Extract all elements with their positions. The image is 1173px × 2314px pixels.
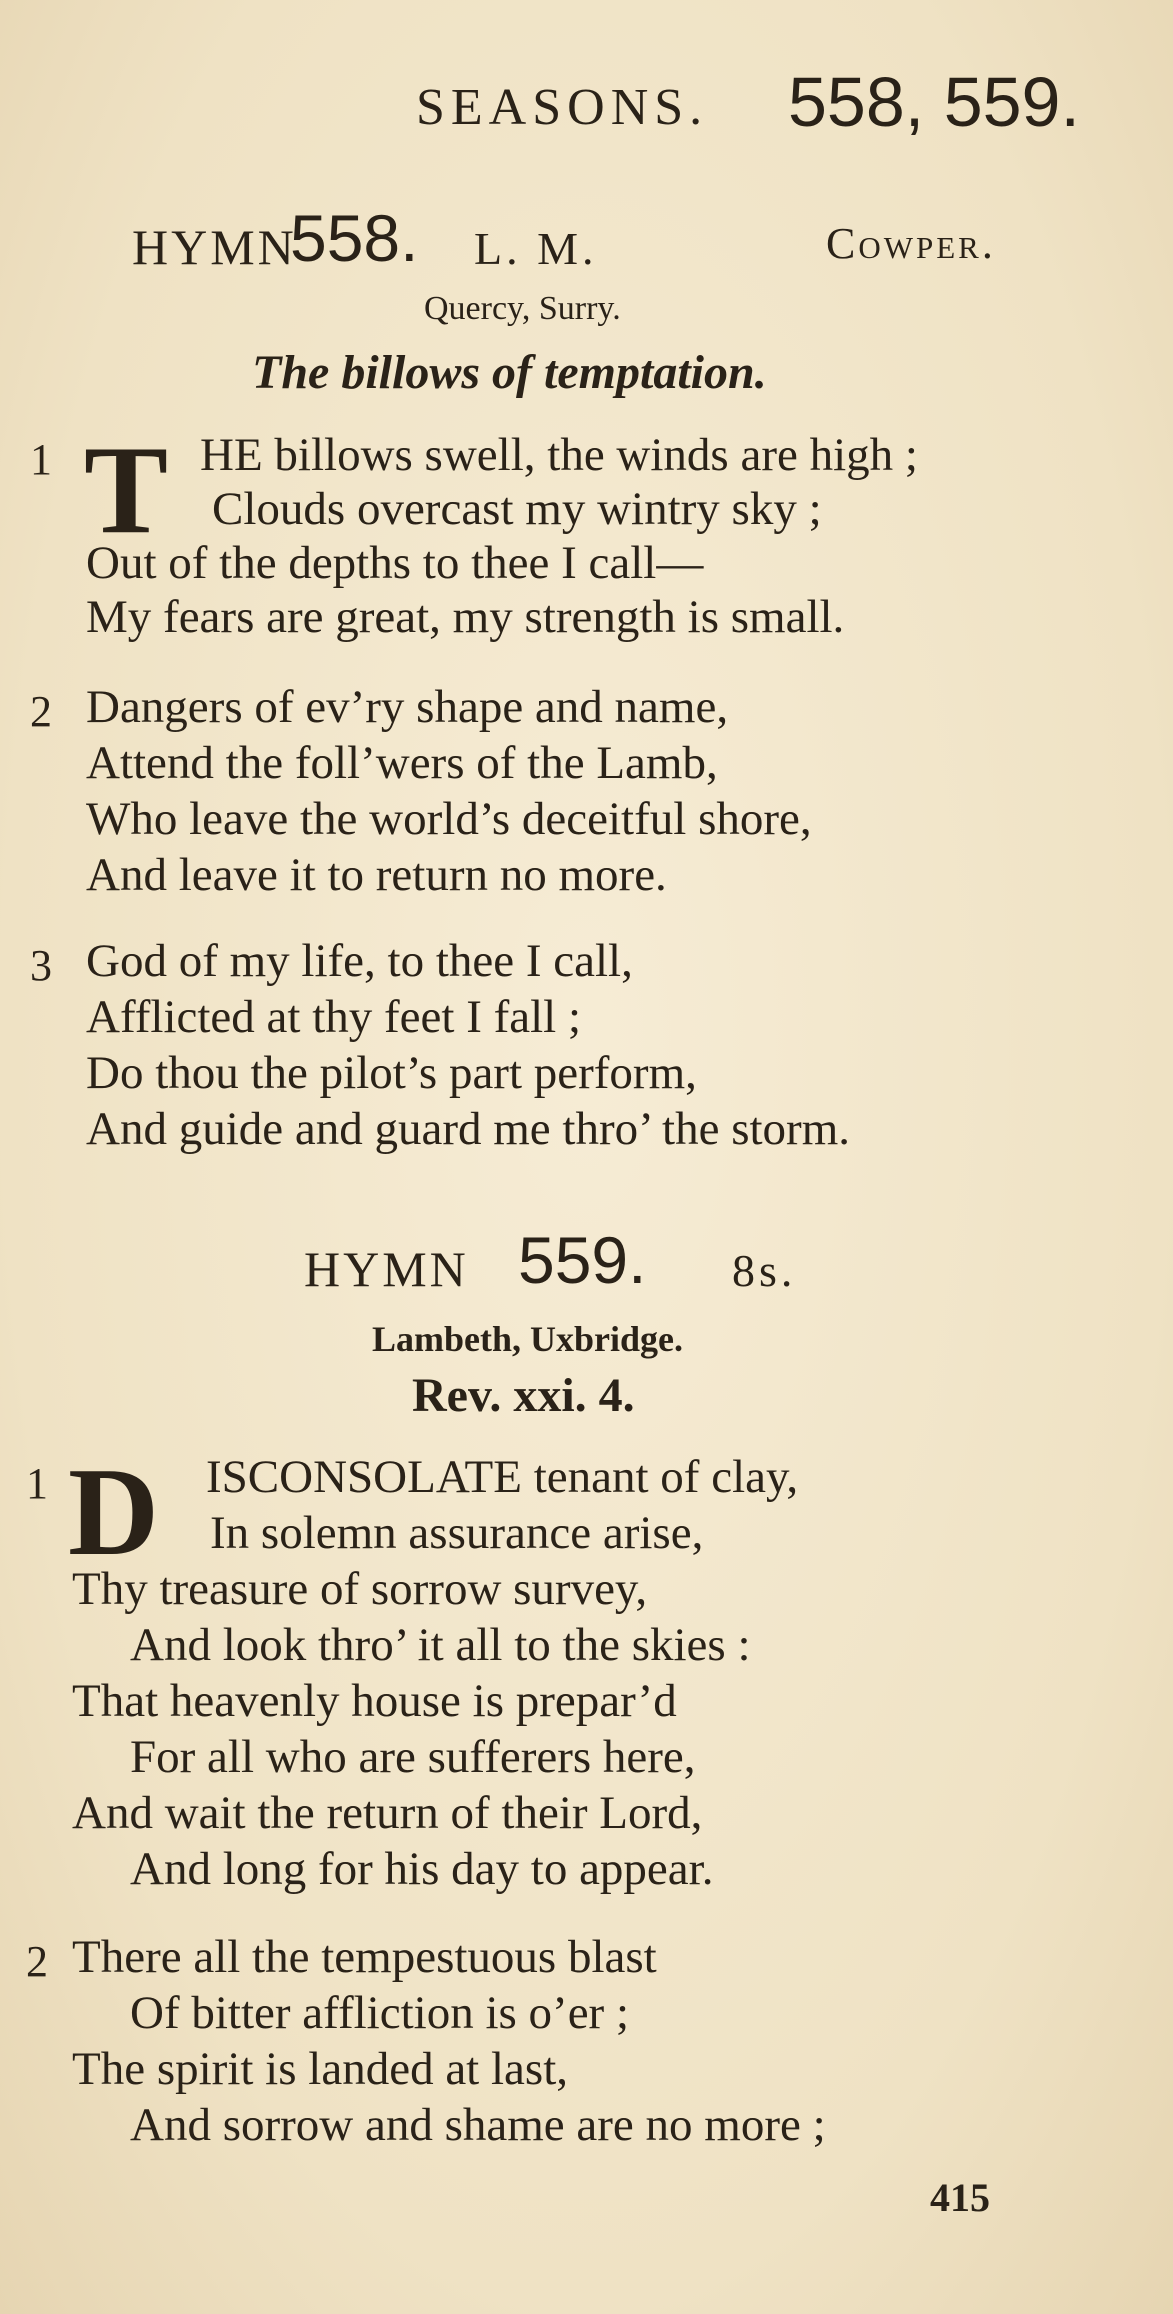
verse-number: 2 xyxy=(26,1937,48,1986)
verse-line: Do thou the pilot’s part perform, xyxy=(86,1047,697,1099)
hymn-558-label: HYMN xyxy=(132,219,297,275)
verse-line: And guide and guard me thro’ the storm. xyxy=(86,1103,851,1155)
hymn-559-tunes: Lambeth, Uxbridge. xyxy=(372,1319,684,1359)
running-head-numbers: 558, 559. xyxy=(788,63,1080,141)
verse-line: Of bitter affliction is o’er ; xyxy=(130,1987,630,2039)
verse-line: HE billows swell, the winds are high ; xyxy=(200,429,918,481)
page-number: 415 xyxy=(930,2175,990,2220)
verse-line: And wait the return of their Lord, xyxy=(72,1787,703,1839)
verse-line: ISCONSOLATE tenant of clay, xyxy=(206,1451,799,1503)
verse-line: Clouds overcast my wintry sky ; xyxy=(212,483,822,535)
hymn-559-number: 559. xyxy=(518,1223,647,1297)
verse-line: For all who are sufferers here, xyxy=(130,1731,696,1783)
verse-line: And leave it to return no more. xyxy=(86,849,667,901)
hymn-558-tunes: Quercy, Surry. xyxy=(424,290,621,327)
verse-line: My fears are great, my strength is small. xyxy=(86,591,845,643)
verse-line: In solemn assurance arise, xyxy=(210,1507,704,1559)
verse-line: Who leave the world’s deceitful shore, xyxy=(86,793,812,845)
verse-line: God of my life, to thee I call, xyxy=(86,935,633,987)
running-head-title: SEASONS. xyxy=(416,79,709,136)
drop-cap: D xyxy=(68,1443,159,1582)
verse-line: And look thro’ it all to the skies : xyxy=(130,1619,751,1671)
hymn-558-meter: L. M. xyxy=(474,223,598,274)
verse-line: Out of the depths to thee I call— xyxy=(86,537,704,589)
verse-line: The spirit is landed at last, xyxy=(72,2043,569,2095)
verse-line: And long for his day to appear. xyxy=(130,1843,714,1895)
hymn-558-number: 558. xyxy=(290,201,419,275)
verse-number: 3 xyxy=(30,941,52,990)
verse-line: Dangers of ev’ry shape and name, xyxy=(86,681,729,733)
hymn-559-label: HYMN xyxy=(304,1241,469,1297)
verse-line: That heavenly house is prepar’d xyxy=(72,1675,677,1727)
hymn-558-subtitle: The billows of temptation. xyxy=(252,346,767,399)
drop-cap: T xyxy=(84,421,169,560)
verse-line: Attend the foll’wers of the Lamb, xyxy=(86,737,718,789)
hymn-559-reference: Rev. xxi. 4. xyxy=(412,1369,635,1422)
verse-line: Afflicted at thy feet I fall ; xyxy=(86,991,582,1043)
verse-number: 1 xyxy=(30,435,52,484)
verse-number: 1 xyxy=(26,1459,48,1508)
hymn-559-meter: 8s. xyxy=(732,1245,797,1296)
hymn-558-author: Cowper. xyxy=(826,219,996,268)
verse-line: Thy treasure of sorrow survey, xyxy=(72,1563,648,1615)
verse-number: 2 xyxy=(30,687,52,736)
verse-line: There all the tempestuous blast xyxy=(72,1931,657,1983)
verse-line: And sorrow and shame are no more ; xyxy=(130,2099,826,2151)
